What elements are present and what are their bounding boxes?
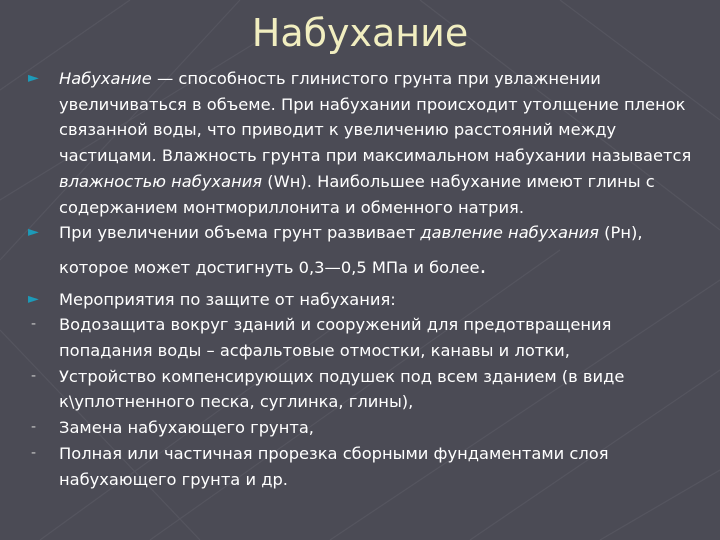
- dash-bullet-icon: -: [31, 316, 37, 333]
- dash-item-text: Замена набухающего грунта,: [59, 418, 314, 438]
- dash-item-text: Полная или частичная прорезка сборными фундаментами слоя набухающего грунта и др.: [59, 443, 609, 489]
- definition-text-b: (Wн). Наибольшее набухание имеют глины с содержанием монтмориллонита и обменного натрия.: [59, 171, 655, 217]
- definition-text-a: — способность глинистого грунта при увлажнении увеличиваться в объеме. При набухании происходит утолщение пленок связанной воды, что приводит к увеличению расстояний между частицами. Влажность грунта при максимальном набухании называется: [59, 69, 692, 166]
- slide-content: [28, 66, 700, 492]
- term-swelling-pressure: давление набухания: [420, 223, 599, 243]
- arrow-bullet-icon: ►: [28, 70, 39, 86]
- pressure-value-line: [59, 255, 700, 287]
- dash-item-text: Устройство компенсирующих подушек под всем зданием (в виде к\уплотненного песка, суглинка, глины),: [59, 366, 625, 412]
- pressure-text-a: При увеличении объема грунт развивает: [59, 223, 421, 243]
- measures-heading: Мероприятия по защите от набухания:: [59, 289, 396, 309]
- bullet-item-definition: [28, 66, 700, 220]
- dash-bullet-icon: -: [31, 367, 37, 384]
- arrow-bullet-icon: ►: [28, 224, 39, 241]
- slide-title: Набухание: [251, 11, 469, 55]
- pressure-text-b: (Рн),: [598, 223, 643, 243]
- pressure-value-text: которое может достигнуть 0,3—0,5 МПа и более: [59, 257, 480, 277]
- dash-bullet-icon: -: [31, 419, 37, 436]
- dash-item-replacement: [28, 415, 700, 441]
- pressure-end-dot: .: [479, 253, 487, 279]
- term-swelling-moisture: влажностью набухания: [59, 171, 263, 191]
- arrow-bullet-icon: ►: [28, 290, 39, 307]
- bullet-item-measures: [28, 287, 700, 313]
- dash-item-cutting: [28, 441, 700, 492]
- bullet-item-pressure: [28, 220, 700, 286]
- dash-item-text: Водозащита вокруг зданий и сооружений для предотвращения попадания воды – асфальтовые отмостки, канавы и лотки,: [59, 315, 612, 361]
- term-swelling: Набухание: [59, 69, 152, 88]
- dash-item-cushions: [28, 364, 700, 415]
- dash-item-waterproofing: [28, 312, 700, 363]
- dash-bullet-icon: -: [31, 444, 37, 461]
